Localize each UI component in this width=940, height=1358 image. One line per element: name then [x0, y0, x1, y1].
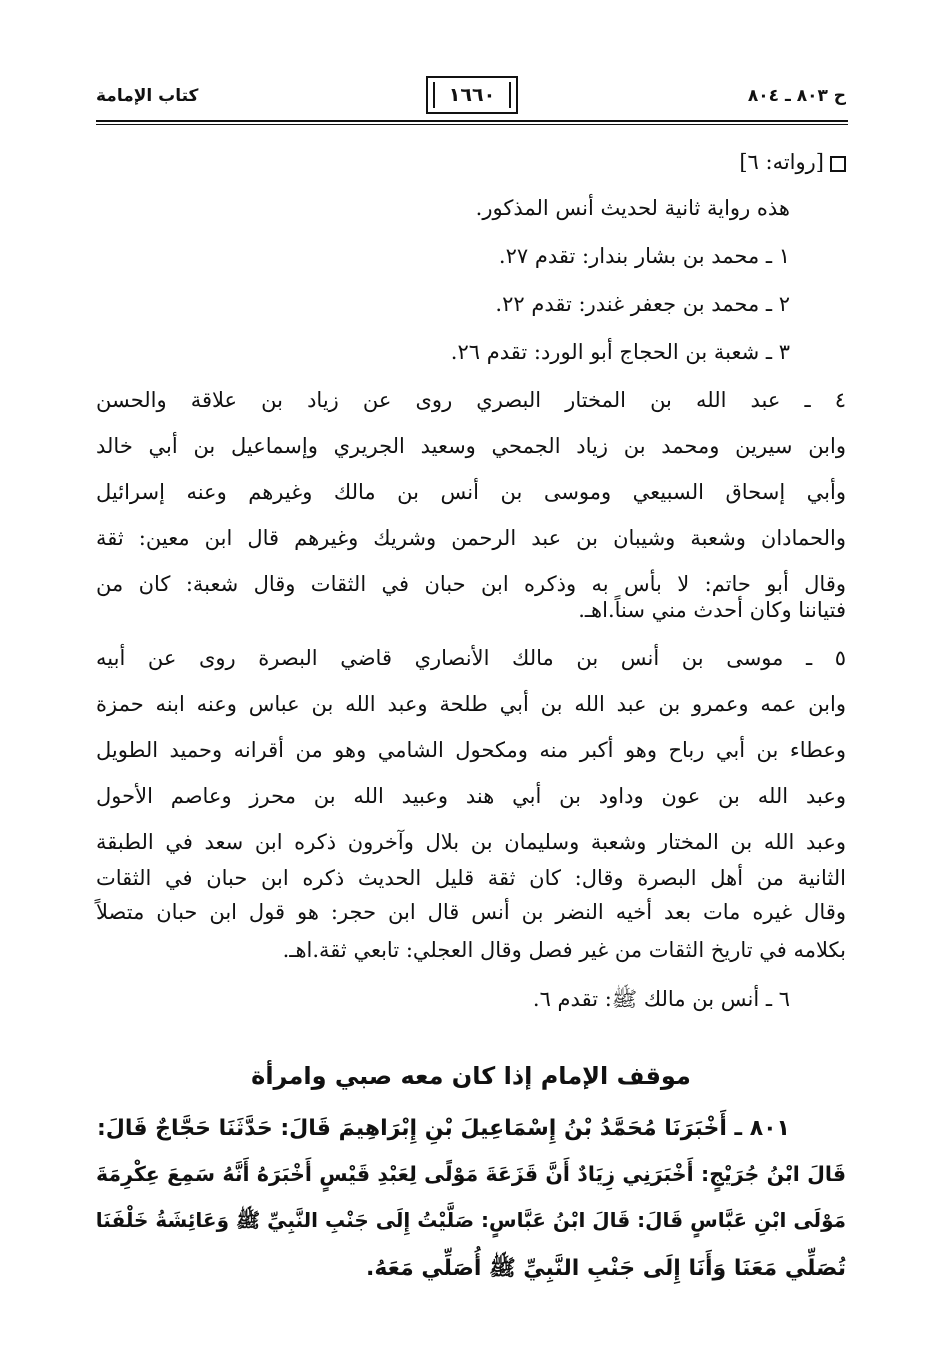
- narrator-6: ٦ ـ أنس بن مالك ﷺ: تقدم ٦.: [532, 987, 790, 1011]
- hadith-line: تُصَلِّي مَعَنَا وَأَنَا إِلَى جَنْبِ النَّبِيِّ ﷺ أُصَلِّي مَعَهُ.: [365, 1256, 846, 1281]
- hadith-range: ح ٨٠٣ ـ ٨٠٤: [747, 86, 846, 106]
- bio5-line: وقال غيره مات بعد أخيه النضر بن أنس قال ابن حجر: هو قول ابن حبان متصلاً: [96, 900, 846, 924]
- book-title: كتاب الإمامة: [96, 86, 199, 106]
- bio4-line: وابن سيرين ومحمد بن زياد الجمحي وسعيد الجريري وإسماعيل بن أبي خالد: [96, 434, 846, 458]
- bio4-line: وأبي إسحاق السبيعي وموسى بن أنس بن مالك وغيرهم وعنه إسرائيل: [96, 480, 846, 504]
- page-number: ١٦٦٠: [448, 84, 496, 106]
- hadith-line: ٨٠١ ـ أَخْبَرَنَا مُحَمَّدُ بْنُ إِسْمَاعِيلَ بْنِ إِبْرَاهِيمَ قَالَ: حَدَّثَنَا حَجَّاجٌ قَالَ:: [96, 1116, 790, 1141]
- bio5-line: وعبد الله بن المختار وشعبة وسليمان بن بلال وآخرون ذكره ابن سعد في الطبقة: [96, 830, 846, 854]
- bio4-line: فتياننا وكان أحدث مني سناً.اهـ.: [578, 598, 846, 622]
- bio5-line: وابن عمه وعمرو بن عبد الله بن أبي طلحة وعبد الله بن عباس وعنه ابنه حمزة: [96, 692, 846, 716]
- bio5-line: وعطاء بن أبي رباح وهو أكبر منه ومكحول الشامي وهو من أقرانه وحميد الطويل: [96, 738, 846, 762]
- narrator-2: ٢ ـ محمد بن جعفر غندر: تقدم ٢٢.: [495, 292, 790, 316]
- hadith-text: [96, 0, 846, 1358]
- narrators-heading: [رواته: ٦]: [739, 150, 846, 174]
- narrator-1: ١ ـ محمد بن بشار بندار: تقدم ٢٧.: [498, 244, 790, 268]
- narrator-3: ٣ ـ شعبة بن الحجاج أبو الورد: تقدم ٢٦.: [450, 340, 790, 364]
- bio5-line: وعبد الله بن عون وداود بن أبي هند وعبيد الله بن محرز وعاصم الأحول: [96, 784, 846, 808]
- hadith-line: قَالَ ابْنُ جُرَيْجٍ: أَخْبَرَنِي زِيَادٌ أَنَّ قَزَعَةَ مَوْلًى لِعَبْدِ قَيْسٍ أَخْبَرَهُ أَنَّهُ سَمِعَ عِكْرِمَةَ: [96, 1162, 846, 1186]
- hadith-line: مَوْلَى ابْنِ عَبَّاسٍ قَالَ: قَالَ ابْنُ عَبَّاسٍ: صَلَّيْتُ إِلَى جَنْبِ النَّبِيِّ ﷺ وَعَائِشَةُ خَلْفَنَا: [95, 1208, 846, 1232]
- bio5-line: الثانية من أهل البصرة وقال: كان ثقة قليل الحديث ذكره ابن حبان في الثقات: [96, 866, 846, 890]
- bio4-line: والحمادان وشعبة وشيبان بن عبد الرحمن وشريك وغيرهم قال ابن معين: ثقة: [96, 526, 846, 550]
- bio4-line: ٤ ـ عبد الله بن المختار البصري روى عن زياد بن علاقة والحسن: [96, 388, 846, 412]
- section-title: موقف الإمام إذا كان معه صبي وامرأة: [251, 1062, 691, 1090]
- bio5-line: ٥ ـ موسى بن أنس بن مالك الأنصاري قاضي البصرة روى عن أبيه: [96, 646, 846, 670]
- bio4-line: وقال أبو حاتم: لا بأس به وذكره ابن حبان في الثقات وقال شعبة: كان من: [96, 572, 846, 596]
- intro-text: هذه رواية ثانية لحديث أنس المذكور.: [475, 196, 790, 220]
- bio5-line: بكلامه في تاريخ الثقات من غير فصل وقال العجلي: تابعي ثقة.اهـ.: [282, 938, 846, 962]
